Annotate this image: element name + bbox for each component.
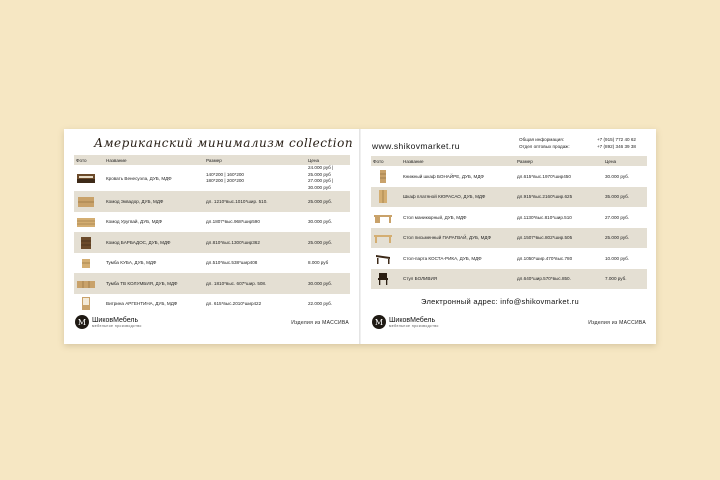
- brand-logo: [372, 315, 439, 329]
- header-price: Цена: [306, 155, 350, 165]
- contact-phone[interactable]: +7 (892) 346 39 38: [597, 144, 636, 149]
- collection-title: Американский минимализм collection: [94, 136, 354, 150]
- product-size: дл.615*выс.1970*шир450: [517, 173, 571, 179]
- product-price: 30.000 руб.: [306, 273, 350, 294]
- product-price: 27.000 руб.: [605, 214, 630, 220]
- table-row: [371, 248, 647, 269]
- product-name: Тумба КУБА, ДУБ, МДФ: [106, 260, 157, 266]
- right-page: [361, 129, 656, 344]
- desk-icon: [373, 211, 393, 224]
- product-price: 27.000 руб | 30.000 руб: [308, 178, 334, 190]
- table-row: [371, 269, 647, 290]
- table-row: [74, 191, 350, 212]
- product-price: 10.000 руб.: [605, 255, 630, 261]
- product-size: дл. 615*выс.2010*шир422: [206, 301, 262, 307]
- brand-logo: [75, 315, 142, 329]
- table-row: [371, 207, 647, 228]
- product-size: дл.810*выс.1300*шир362: [204, 232, 306, 253]
- product-price: 7.000 руб.: [603, 269, 647, 290]
- product-price: 30.000 руб.: [605, 173, 630, 179]
- header-size: Размер: [204, 155, 306, 165]
- table-row: [74, 212, 350, 233]
- table-row: [74, 294, 350, 315]
- dresser-icon: [76, 195, 96, 208]
- product-size: дл. 1210*выс.1010*шир. 510.: [204, 191, 306, 212]
- brand-subtitle: мебельное производство: [92, 323, 142, 328]
- product-price: 25.000 руб.: [306, 232, 350, 253]
- product-price: 25.000 руб.: [306, 191, 350, 212]
- cabinet-icon: [76, 236, 96, 249]
- massive-note: Изделия из МАССИВА: [588, 320, 646, 326]
- product-size: дл.1050*шир.470*выс.780: [517, 255, 573, 261]
- left-price-table: [74, 155, 350, 314]
- table-row: [74, 165, 350, 191]
- header-size: Размер: [515, 156, 603, 166]
- tv-stand-icon: [76, 277, 96, 290]
- product-price: 35.000 руб.: [603, 187, 647, 208]
- product-size: 140*200 | 160*200: [206, 171, 244, 177]
- product-size: дл.1130*выс.810*шир.510: [517, 214, 572, 220]
- school-desk-icon: [373, 252, 393, 265]
- header-price: Цена: [603, 156, 647, 166]
- table-header-row: [371, 156, 647, 166]
- product-name: Стул БОЛИВИЯ: [401, 269, 515, 290]
- bed-icon: [76, 172, 96, 185]
- massive-note: Изделия из МАССИВА: [291, 320, 349, 326]
- product-price: 30.000 руб.: [308, 219, 333, 225]
- product-name: Витрина АРГЕНТИНА, ДУБ, МДФ: [106, 301, 178, 307]
- product-price: 24.000 руб | 25.000 руб: [308, 165, 334, 177]
- product-name: Комод Уругвай, ДУБ, МДФ: [106, 219, 163, 225]
- table-row: [371, 166, 647, 187]
- writing-desk-icon: [373, 231, 393, 244]
- left-page: [64, 129, 359, 344]
- header-photo: Фото: [371, 156, 401, 166]
- product-name: Тумба ТВ КОЛУМБИЯ, ДУБ, МДФ: [104, 273, 204, 294]
- product-size: дл.1507*выс.802*шир.505: [515, 228, 603, 249]
- table-row: [74, 253, 350, 274]
- product-size: дл.510*выс.538*шир408: [206, 260, 258, 266]
- product-size: дл.1807*выс.968*шир590: [206, 219, 260, 225]
- catalog-booklet: [64, 129, 656, 344]
- product-size: 180*200 | 200*200: [206, 178, 244, 183]
- contacts-block: [519, 136, 636, 150]
- product-name: Стол маникюрный, ДУБ, МДФ: [403, 214, 467, 220]
- table-row: [371, 187, 647, 208]
- product-size: дл.915*выс.2160*шир.625: [515, 187, 603, 208]
- product-name: Комод Эквадор, ДУБ, МДФ: [104, 191, 204, 212]
- right-price-table: [371, 156, 647, 289]
- brand-name: ШиковМебель: [92, 316, 139, 324]
- product-price: 22.000 руб.: [308, 301, 333, 307]
- product-name: Стол письменный ПАРАГВАЙ, ДУБ, МДФ: [401, 228, 515, 249]
- logo-icon: M: [372, 315, 386, 329]
- table-row: [74, 273, 350, 294]
- contact-label: Общая информация:: [519, 137, 564, 142]
- nightstand-icon: [76, 256, 96, 269]
- product-size: дл. 1810*выс. 607*шир. 508.: [204, 273, 306, 294]
- email-address[interactable]: Электронный адрес: info@shikovmarket.ru: [421, 297, 579, 306]
- header-name: Название: [401, 156, 515, 166]
- contact-label: Отдел оптовых продаж:: [519, 144, 570, 149]
- website-url[interactable]: www.shikovmarket.ru: [372, 141, 460, 151]
- header-name: Название: [104, 155, 204, 165]
- product-price: 8.000 руб: [308, 260, 329, 266]
- product-name: Шкаф платяной КЮРАСАО, ДУБ, МДФ: [401, 187, 515, 208]
- product-name: Книжный шкаф БОНАЙРЕ, ДУБ, МДФ: [403, 173, 484, 179]
- product-name: Кровать Венесуэла, ДУБ, МДФ: [106, 175, 172, 181]
- logo-icon: M: [75, 315, 89, 329]
- header-photo: Фото: [74, 155, 104, 165]
- contact-row: [519, 143, 636, 150]
- table-header-row: [74, 155, 350, 165]
- brand-subtitle: мебельное производство: [389, 323, 439, 328]
- table-row: [74, 232, 350, 253]
- dresser-icon: [76, 215, 96, 228]
- display-case-icon: [76, 297, 96, 310]
- product-name: Комод БАРБАДОС, ДУБ, МДФ: [104, 232, 204, 253]
- contact-row: [519, 136, 636, 143]
- contact-phone[interactable]: +7 (915) 772 40 62: [597, 137, 636, 142]
- bookcase-icon: [373, 170, 393, 183]
- table-row: [371, 228, 647, 249]
- wardrobe-icon: [373, 190, 393, 203]
- product-size: дл.640*шир.570*выс.850.: [515, 269, 603, 290]
- product-name: Стол-парта КОСТА-РИКА, ДУБ, МДФ: [403, 255, 482, 261]
- product-price: 25.000 руб.: [603, 228, 647, 249]
- brand-name: ШиковМебель: [389, 316, 436, 324]
- chair-icon: [373, 272, 393, 285]
